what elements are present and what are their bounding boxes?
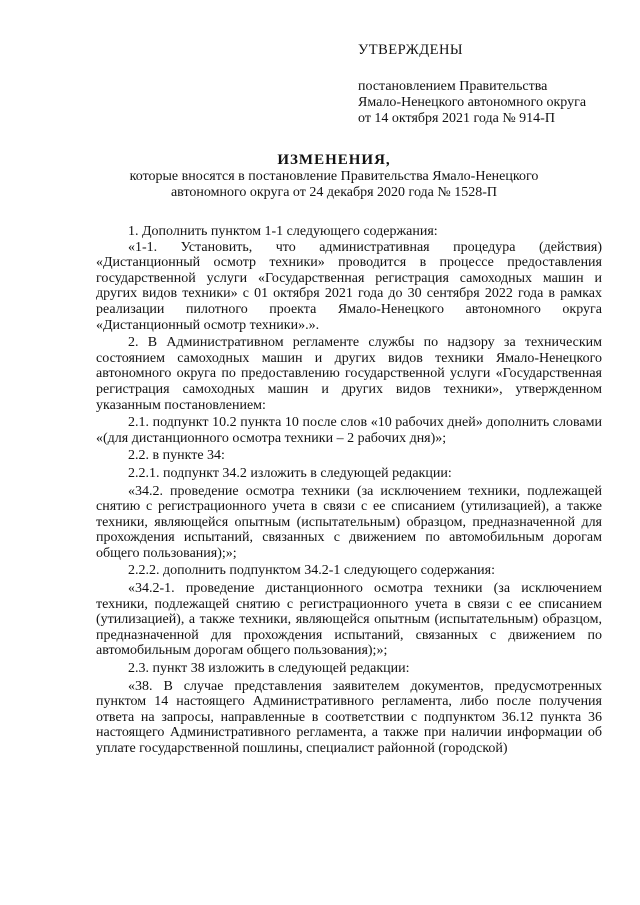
approval-heading: УТВЕРЖДЕНЫ [358, 42, 464, 58]
paragraph: 2.3. пункт 38 изложить в следующей редакции: [128, 661, 410, 677]
paragraph: «1-1. Установить, что административная процедура (действия) «Дистанционный осмотр техники» проводится в процессе предоставления государственной услуги «Государственная регистрация самоходных машин и других видов техники» с 01 октября 2021 года до 30 сентября 2022 года в рамках реализации пилотного проекта Ямало-Ненецкого автономного округа «Дистанционный осмотр техники».». [96, 239, 602, 333]
document-body [96, 224, 602, 757]
paragraph: 1. Дополнить пунктом 1-1 следующего содержания: [128, 224, 438, 239]
approval-line: Ямало-Ненецкого автономного округа [358, 95, 587, 110]
title-heading: ИЗМЕНЕНИЯ, [277, 152, 391, 168]
paragraph: «38. В случае представления заявителем документов, предусмотренных пунктом 14 настоящего Административного регламента, либо после получения ответа на запросы, направленные в соответствии с подпунктом 36.12 пункта 36 настоящего Административного регламента, а также при наличии информации об уплате государственной пошлины, специалист районной (городской) [96, 678, 602, 756]
paragraph: «34.2. проведение осмотра техники (за исключением техники, подлежащей снятию с регистрационного учета в связи с ее списанием (утилизацией), а также техники, являющейся опытным (испытательным) образцом, предназначенной для прохождения испытаний, связанных с движением по автомобильным дорогам общего пользования);»; [96, 483, 602, 561]
paragraph: «34.2-1. проведение дистанционного осмотра техники (за исключением техники, подлежащей снятию с регистрационного учета в связи с ее списанием (утилизацией), а также техники, являющейся опытным (испытательным) образцом, предназначенной для прохождения испытаний, связанных с движением по автомобильным дорогам общего пользования);»; [96, 581, 602, 659]
paragraph: 2.2.1. подпункт 34.2 изложить в следующей редакции: [128, 465, 452, 481]
paragraph: 2. В Административном регламенте службы по надзору за техническим состоянием самоходных машин и других видов техники Ямало-Ненецкого автономного округа по предоставлению государственной услуги «Государственная регистрация самоходных машин и других видов техники», утвержденном указанным постановлением: [96, 335, 602, 413]
paragraph: 2.2. в пункте 34: [128, 448, 225, 464]
document-title [96, 152, 572, 201]
approval-block [358, 42, 628, 127]
title-line: которые вносятся в постановление Правительства Ямало-Ненецкого [129, 169, 539, 184]
title-line: автономного округа от 24 декабря 2020 года № 1528-П [170, 185, 498, 200]
paragraph: 2.2.2. дополнить подпунктом 34.2-1 следующего содержания: [128, 563, 495, 579]
approval-line: постановлением Правительства [358, 79, 548, 94]
approval-line: от 14 октября 2021 года № 914-П [358, 111, 555, 126]
paragraph: 2.1. подпункт 10.2 пункта 10 после слов «10 рабочих дней» дополнить словами «(для дистанционного осмотра техники – 2 рабочих дня)»; [96, 415, 602, 446]
